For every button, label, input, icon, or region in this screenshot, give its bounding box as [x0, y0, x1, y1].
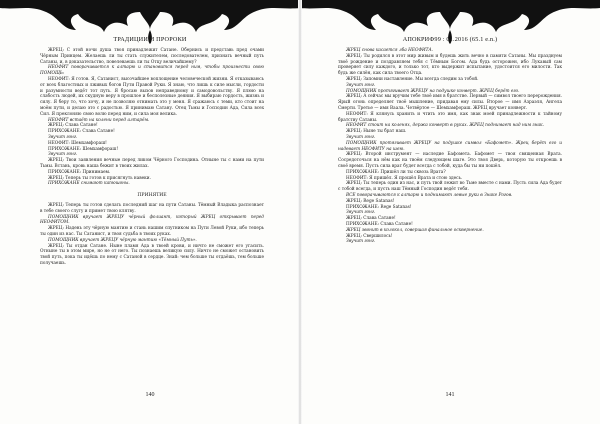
paragraph: ПОМОЩНИК протягивает ЖРЕЦУ на подушке конверт. ЖРЕЦ берёт его.	[346, 88, 520, 94]
body-text	[338, 48, 562, 245]
paragraph: НЕОФИТ встаёт на колени перед алтарём.	[48, 117, 150, 123]
paragraph: ПРИХОЖАНЕ: Слава Сатане!	[48, 129, 115, 135]
paragraph: ПРИХОЖАНЕ: Принимаем.	[48, 169, 111, 175]
paragraph: ЖРЕЦ: А сейчас мы вручим тебе твоё имя в братстве. Первый — символ твоего перерождения. Ярый огонь определяет твоё мышление, придавая ему силы. Второе — имя Азраэля, Ангела Смерти. Третье — имя Ваала. Четвёртое — Шемхамфораш. ЖРЕЦ вручает конверт.	[338, 94, 563, 111]
paragraph: ПОМОЩНИК вручает ЖРЕЦУ чёрный фолиант, который ЖРЕЦ открывает перед НЕОФИТОМ.	[40, 214, 264, 226]
paragraph: Звучит гонг.	[346, 134, 376, 140]
paragraph: НЕОФИТ поворачивается к алтарю и становится перед ним, чтобы произнести свою ПОМОЩЬ:	[40, 65, 264, 77]
paragraph: НЕОФИТ стоит на коленях, держа конверт в руках. ЖРЕЦ поднимает над ним знак.	[346, 123, 544, 129]
body-text	[40, 48, 264, 267]
paragraph: ЖРЕЦ звонит в колокол, совершая финальное осквернение.	[346, 227, 484, 233]
paragraph: ЖРЕЦ: Твои заявления вечные перед ликом Чёрного Господина. Отныне ты с нами на пути Тьмы. Встань, кровь наша бежит в твоих жилах.	[40, 158, 264, 169]
paragraph: ПРИХОЖАНЕ снимают капюшоны.	[48, 181, 130, 187]
paragraph: НЕОФИТ: Я клянусь хранить и чтить это имя, как знак моей принадлежности к тайному братству Сатаны.	[338, 111, 562, 123]
paragraph: ПОМОЩНИК вручает ЖРЕЦУ чёрную мантию «Тёмный Путь».	[48, 237, 197, 243]
book-gutter	[298, 0, 302, 424]
paragraph: ПРИХОЖАНЕ: Пришёл ли ты сквозь Врата?	[346, 169, 446, 175]
paragraph: ПОМОЩНИК протягивает ЖРЕЦУ на подушке символ «Бафомет». Жрец берёт его и надевает НЕОФИТУ на шею.	[338, 140, 562, 152]
paragraph: ЖРЕЦ снова касается лба НЕОФИТА.	[346, 48, 434, 53]
paragraph: Звучит гонг.	[48, 134, 78, 140]
paragraph: ЖРЕЦ: Ты родился в этот мир живым и будешь жить вечно в памяти Сатаны. Мы празднуем твоё рождение и поздравляем тебя с Тёмным Богом. Ада будь осторожен, ибо Лукавый сам проверяет силу каждого, и только тот, кто выдержит испытание, удостоится его милости. Так будь же силён, как сила твоего Отца.	[338, 53, 562, 77]
paragraph: Звучит гонг.	[48, 152, 78, 158]
paragraph: ЖРЕЦ: Ныне ты брат наш.	[346, 129, 407, 135]
paragraph: НЕОФИТ: Я готов. Я, Сатанист, высочайшее воплощение человеческой жизни. Я отказываюсь от всех благостных и лживых богов Пути Правой Руки. Я знаю, что лишь к силе мысли, гордости и разумности ведёт тот путь. Я бросаю вызов неправедному и самодовольству. Я плюю на слабость людей, их скудную веру в прошлое и бесполезные деяния. Я выбираю гордость, жизнь и силу. Я беру то, что хочу, и не позволяю отнимать это у меня. Я сражаюсь с теми, кто стоит на моём пути, и делаю это с радостью. Я принимаю Сатану. Отец Тьмы и Господин Ада, Сила всех Сил. Я преклоняю свою волю перед ним, и сила моя велика.	[40, 76, 264, 117]
paragraph: НЕОФИТ: Я пришёл. Я прошёл Врата и стою здесь.	[346, 175, 463, 181]
paragraph: ПРИХОЖАНЕ: Rege Satanas!	[346, 204, 412, 210]
paragraph: ЖРЕЦ: Слава Сатане!	[48, 123, 98, 129]
paragraph: ЖРЕЦ: С этой ночи душа твоя принадлежит Сатане. Обернись и представь пред очами Чёрным Принцем. Желаешь ли ты стать служителем, последователем, признать вечный путь Сатаны, и, в доказательство, повелеваешь ли ты Отцу величайшему?	[40, 48, 264, 65]
paragraph: ЖРЕЦ: Надень эту чёрную мантию и стань нашим спутником на Пути Левой Руки, ибо теперь ты один из нас. Ты Сатанист, и твоя судьба в твоих руках.	[40, 226, 264, 237]
running-header: АПОКРИФ99 : 01.2016 (65.1 e.n.)	[402, 36, 498, 43]
paragraph: Звучит гонг.	[346, 210, 376, 216]
page-number: 140	[145, 392, 155, 398]
paragraph: ЖРЕЦ: Теперь ты готов сделать последний шаг на пути Сатаны. Тёмный Владыка распознает в тебе своего слугу и примет твою клятву.	[40, 202, 264, 214]
paragraph: ЖРЕЦ: Свершилось!	[346, 233, 393, 239]
page-number: 141	[445, 392, 455, 398]
paragraph: ПРИХОЖАНЕ: Шемхамфораш!	[48, 146, 119, 152]
right-page	[300, 0, 600, 424]
paragraph: ЖРЕЦ: Ты отдан Сатане. Ныне пламя Ада в твоей крови, и ничто не сможет его угасить. Отныне ты в этом мире, но не от него. Ты познаешь великую силу. Ничто не сможет остановить твой путь, пока ты идёшь по нему с Сатаной в сердце. Знай: чем больше ты отдаёшь, тем больше получаешь.	[40, 243, 264, 266]
paragraph: Звучит гонг.	[346, 82, 376, 88]
paragraph: Звучит гонг.	[346, 239, 376, 245]
paragraph: ЖРЕЦ: Теперь ты готов к присягнуть навеки.	[48, 175, 151, 181]
paragraph: ЖРЕЦ: Rege Satanas!	[346, 198, 395, 204]
paragraph: ЖРЕЦ: Ты теперь один из нас, и путь твой лежит во Тьме вместе с нами. Пусть сила Ада будет с тобой всегда, и пусть наш Тёмный Господин ведёт тебя.	[338, 181, 562, 193]
paragraph: ЖРЕЦ: Второй инструмент — наследие Бафомета. Бафомет — твоя священная Врата. Сосредоточься на нём как на твоём следующем шаге. Это твоя Дверь, которую ты откроешь в своё время. Пусть сила врат будет всегда с тобой, куда бы ты ни пошёл.	[338, 152, 562, 169]
paragraph: ЖРЕЦ: Слава Сатане!	[346, 216, 396, 222]
running-header: ТРАДИЦИИ И ПРОРОКИ	[113, 36, 187, 43]
paragraph: ПРИХОЖАНЕ: Слава Сатане!	[346, 221, 413, 227]
paragraph: ВСЕ поворачиваются к алтарю и поднимают левые руки в Знаке Рогов.	[346, 192, 513, 198]
paragraph: НЕОФИТ: Шемхамфораш!	[48, 140, 107, 146]
section-heading: ПРИНЯТИЕ	[137, 193, 167, 199]
paragraph: ЖРЕЦ: Запомни наставление. Мы всегда следим за тобой.	[346, 76, 479, 82]
